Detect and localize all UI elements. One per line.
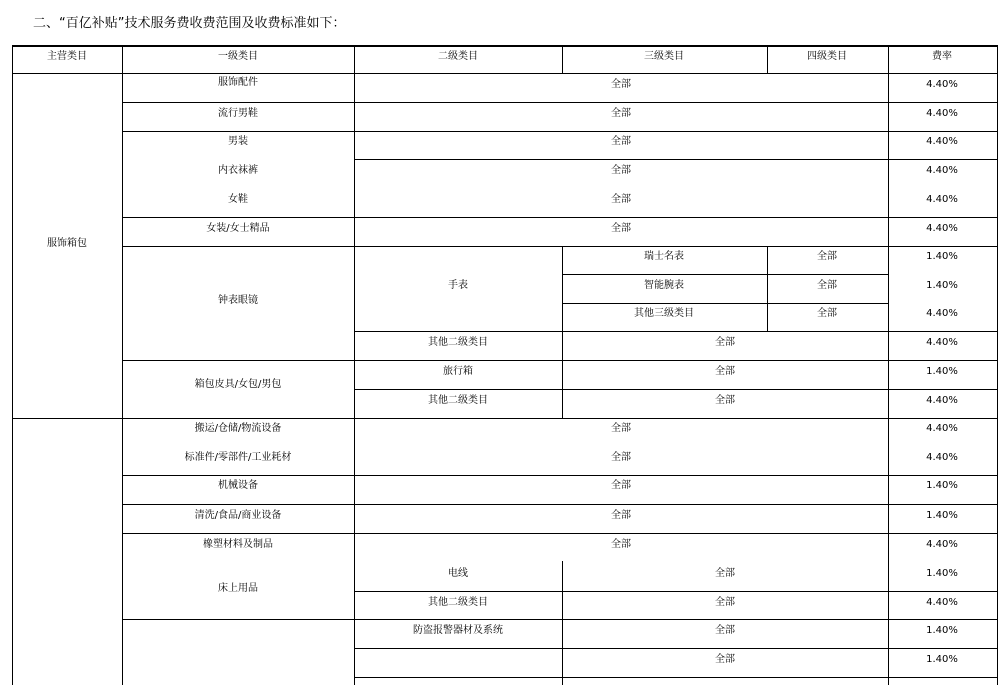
section-heading: 二、“百亿补贴”技术服务费收费范围及收费标准如下： [33, 16, 346, 31]
level1-cell: 流行男鞋 [218, 108, 258, 119]
rate-cell: 4.40% [926, 79, 958, 90]
header-main-category: 主营类目 [47, 51, 87, 62]
level1-cell: 女鞋 [228, 194, 248, 205]
rate-cell: 1.40% [926, 366, 958, 377]
level2-cell: 防盗报警器材及系统 [413, 625, 503, 636]
rate-cell: 4.40% [926, 223, 958, 234]
level1-cell: 清洗/食品/商业设备 [194, 510, 282, 521]
level2-cell: 其他二级类目 [428, 597, 488, 608]
all-cell: 全部 [611, 480, 631, 491]
all-cell: 全部 [715, 625, 735, 636]
header-level2: 二级类目 [438, 51, 478, 62]
rate-cell: 4.40% [926, 337, 958, 348]
level1-cell: 床上用品 [218, 583, 258, 594]
rate-cell: 4.40% [926, 308, 958, 319]
all-cell: 全部 [715, 597, 735, 608]
all-cell: 全部 [817, 308, 837, 319]
level1-cell: 男装 [228, 136, 248, 147]
rate-cell: 4.40% [926, 194, 958, 205]
level1-cell: 标准件/零部件/工业耗材 [184, 452, 292, 463]
fee-table [12, 45, 998, 685]
rate-cell: 1.40% [926, 510, 958, 521]
rate-cell: 4.40% [926, 108, 958, 119]
level1-cell: 搬运/仓储/物流设备 [194, 423, 282, 434]
level1-cell: 服饰配件 [218, 77, 258, 88]
rate-cell: 1.40% [926, 251, 958, 262]
header-level3: 三级类目 [644, 51, 684, 62]
level3-cell: 智能腕表 [644, 280, 684, 291]
rate-cell: 1.40% [926, 568, 958, 579]
rate-cell: 4.40% [926, 136, 958, 147]
level1-cell: 女装/女士精品 [206, 223, 270, 234]
level1-cell: 钟表眼镜 [218, 295, 258, 306]
rate-cell: 4.40% [926, 165, 958, 176]
level1-cell: 机械设备 [218, 480, 258, 491]
rate-cell: 4.40% [926, 423, 958, 434]
all-cell: 全部 [715, 366, 735, 377]
all-cell: 全部 [611, 452, 631, 463]
level2-cell: 电线 [448, 568, 468, 579]
all-cell: 全部 [715, 568, 735, 579]
rate-cell: 1.40% [926, 625, 958, 636]
main-category-cell: 服饰箱包 [47, 238, 87, 249]
rate-cell: 4.40% [926, 597, 958, 608]
all-cell: 全部 [611, 423, 631, 434]
all-cell: 全部 [715, 395, 735, 406]
rate-cell: 1.40% [926, 654, 958, 665]
level1-cell: 箱包皮具/女包/男包 [194, 379, 282, 390]
all-cell: 全部 [611, 510, 631, 521]
header-level1: 一级类目 [218, 51, 258, 62]
level3-cell: 瑞士名表 [644, 251, 684, 262]
all-cell: 全部 [611, 539, 631, 550]
all-cell: 全部 [611, 165, 631, 176]
rate-cell: 4.40% [926, 452, 958, 463]
header-level4: 四级类目 [807, 51, 847, 62]
rate-cell: 1.40% [926, 280, 958, 291]
all-cell: 全部 [611, 223, 631, 234]
level1-cell: 内衣袜裤 [218, 165, 258, 176]
header-rate: 费率 [932, 51, 952, 62]
rate-cell: 1.40% [926, 480, 958, 491]
all-cell: 全部 [611, 136, 631, 147]
level1-cell: 橡塑材料及制品 [203, 539, 273, 550]
level2-cell: 其他二级类目 [428, 395, 488, 406]
all-cell: 全部 [817, 251, 837, 262]
all-cell: 全部 [817, 280, 837, 291]
level2-cell: 手表 [448, 280, 468, 291]
all-cell: 全部 [611, 194, 631, 205]
all-cell: 全部 [611, 108, 631, 119]
rate-cell: 4.40% [926, 395, 958, 406]
level2-cell: 其他二级类目 [428, 337, 488, 348]
level2-cell: 旅行箱 [443, 366, 473, 377]
all-cell: 全部 [715, 337, 735, 348]
all-cell: 全部 [715, 654, 735, 665]
level3-cell: 其他三级类目 [634, 308, 694, 319]
all-cell: 全部 [611, 79, 631, 90]
rate-cell: 4.40% [926, 539, 958, 550]
